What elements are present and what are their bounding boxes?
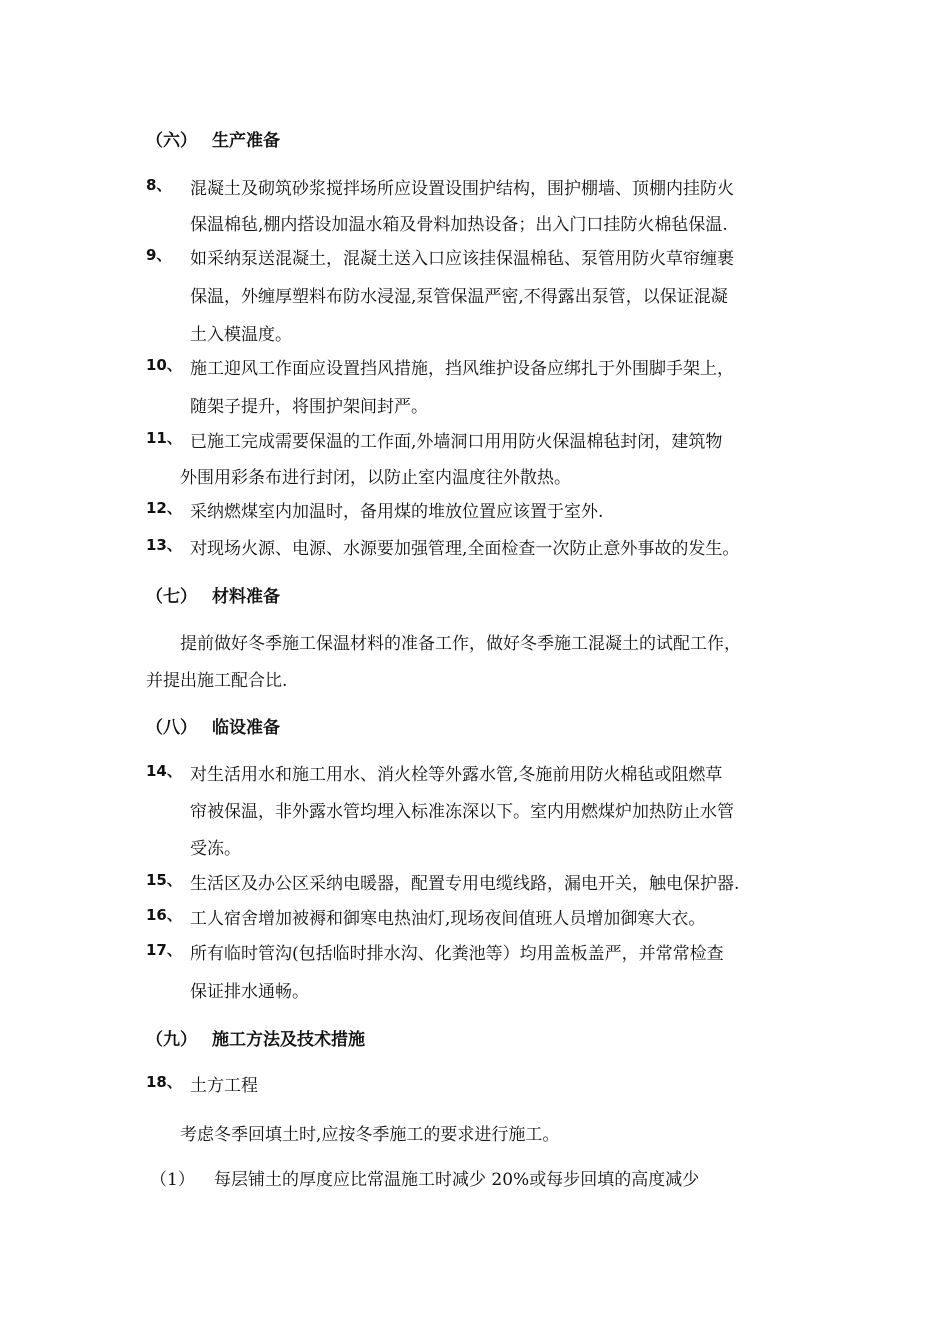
item-text-line: 土入模温度。 bbox=[190, 325, 292, 345]
section-heading-seven bbox=[146, 582, 280, 607]
item-text-line: 保温，外缠厚塑料布防水浸湿,泵管保温严密,不得露出泵管，以保证混凝 bbox=[190, 287, 728, 307]
section-title: 生产准备 bbox=[212, 131, 280, 151]
item-number: 15、 bbox=[146, 871, 182, 889]
item-text-line: 对生活用水和施工用水、消火栓等外露水管,冬施前用防火棉毡或阻燃草 bbox=[190, 765, 723, 785]
section-title: 临设准备 bbox=[212, 718, 280, 738]
item-number: 18、 bbox=[146, 1073, 182, 1091]
section-heading-six bbox=[146, 126, 280, 151]
item-text-line: 土方工程 bbox=[190, 1076, 258, 1096]
section-number: （七） bbox=[146, 587, 197, 607]
item-number: 9、 bbox=[146, 246, 172, 264]
sub-item-text: 每层铺土的厚度应比常温施工时减少 20%或每步回填的高度减少 bbox=[214, 1170, 700, 1190]
item-number: 11、 bbox=[146, 429, 182, 447]
item-number: 16、 bbox=[146, 906, 182, 924]
item-text-line: 受冻。 bbox=[190, 839, 241, 859]
item-text-line: 工人宿舍增加被褥和御寒电热油灯,现场夜间值班人员增加御寒大衣。 bbox=[190, 909, 706, 929]
item-text-line: 所有临时管沟(包括临时排水沟、化粪池等）均用盖板盖严，并常常检查 bbox=[190, 944, 724, 964]
item-number: 17、 bbox=[146, 941, 182, 959]
item-number: 14、 bbox=[146, 762, 182, 780]
item-number: 8、 bbox=[146, 176, 172, 194]
section-title: 材料准备 bbox=[212, 587, 280, 607]
backfill-intro-paragraph: 考虑冬季回填土时,应按冬季施工的要求进行施工。 bbox=[180, 1125, 560, 1145]
section-heading-eight bbox=[146, 713, 280, 738]
materials-paragraph-line: 并提出施工配合比. bbox=[146, 671, 288, 691]
section-title: 施工方法及技术措施 bbox=[212, 1030, 365, 1050]
item-text-line: 采纳燃煤室内加温时，备用煤的堆放位置应该置于室外. bbox=[190, 502, 604, 522]
materials-paragraph-line: 提前做好冬季施工保温材料的准备工作，做好冬季施工混凝土的试配工作， bbox=[180, 634, 741, 654]
item-text-line: 保温棉毡,棚内搭设加温水箱及骨料加热设备；出入门口挂防火棉毡保温. bbox=[190, 215, 728, 235]
section-number: （八） bbox=[146, 718, 197, 738]
item-text-line: 生活区及办公区采纳电暖器，配置专用电缆线路，漏电开关，触电保护器. bbox=[190, 874, 740, 894]
item-text-line: 已施工完成需要保温的工作面,外墙洞口用用防火保温棉毡封闭，建筑物 bbox=[190, 432, 723, 452]
item-text-line: 对现场火源、电源、水源要加强管理,全面检查一次防止意外事故的发生。 bbox=[190, 539, 740, 559]
section-number: （九） bbox=[146, 1030, 197, 1050]
item-text-line: 保证排水通畅。 bbox=[190, 982, 309, 1002]
item-number: 10、 bbox=[146, 356, 182, 374]
section-number: （六） bbox=[146, 131, 197, 151]
item-number: 13、 bbox=[146, 536, 182, 554]
item-text-line: 外围用彩条布进行封闭，以防止室内温度往外散热。 bbox=[180, 468, 571, 488]
item-number: 12、 bbox=[146, 499, 182, 517]
item-text-line: 混凝土及砌筑砂浆搅拌场所应设置设围护结构，围护棚墙、顶棚内挂防火 bbox=[190, 179, 734, 199]
item-text-line: 帘被保温，非外露水管均埋入标准冻深以下。室内用燃煤炉加热防止水管 bbox=[190, 802, 734, 822]
item-text-line: 随架子提升，将围护架间封严。 bbox=[190, 397, 428, 417]
item-text-line: 施工迎风工作面应设置挡风措施，挡风维护设备应绑扎于外围脚手架上， bbox=[190, 359, 734, 379]
sub-item-number: （1） bbox=[150, 1170, 195, 1190]
section-heading-nine bbox=[146, 1025, 365, 1050]
item-text-line: 如采纳泵送混凝土，混凝土送入口应该挂保温棉毡、泵管用防火草帘缠裹 bbox=[190, 249, 734, 269]
